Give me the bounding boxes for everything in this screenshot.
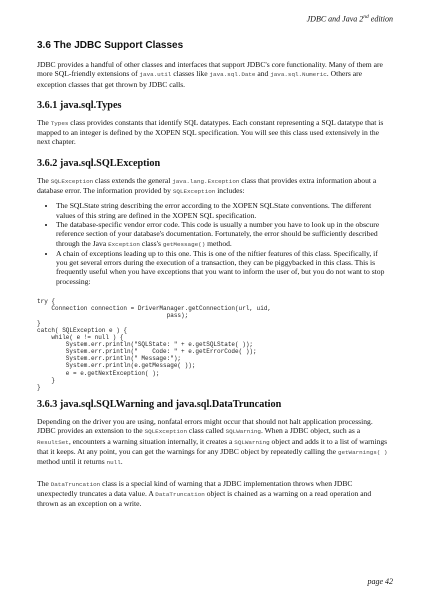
datatruncation-paragraph bbox=[37, 479, 389, 509]
sqlwarning-paragraph bbox=[37, 417, 389, 467]
header-title: JDBC and Java 2 bbox=[306, 14, 364, 24]
text-run: classes like bbox=[171, 69, 210, 79]
text-run: and bbox=[255, 69, 271, 79]
text-run: class that provides extra information about a database error. The information provided by bbox=[37, 175, 377, 196]
inline-code: SQLException bbox=[172, 188, 216, 196]
text-run: Depending on the driver you are using, nonfatal errors might occur that should not halt application processing. JDBC provides an extension to the bbox=[37, 417, 373, 436]
inline-code: java.sql.Numeric bbox=[270, 71, 327, 79]
inline-code: SQLWarning bbox=[225, 428, 261, 436]
text-run: class extends the general bbox=[93, 175, 173, 185]
inline-code: Types bbox=[50, 119, 69, 127]
bullet-item bbox=[56, 220, 389, 249]
sqlexception-paragraph bbox=[37, 176, 389, 197]
text-run: . bbox=[120, 457, 123, 467]
inline-code: java.util bbox=[139, 71, 172, 79]
text-run: includes: bbox=[215, 186, 245, 196]
sqlexception-heading: 3.6.2 java.sql.SQLException bbox=[37, 157, 161, 169]
inline-code: java.sql.Date bbox=[209, 71, 256, 79]
section-heading: 3.6 The JDBC Support Classes bbox=[37, 40, 184, 51]
header-title-superscript: nd bbox=[363, 14, 369, 20]
text-run: The SQLState string describing the error according to the XOPEN SQLState conventions. The different values of this string are defined in the XOPEN SQL specification. bbox=[56, 201, 372, 220]
text-run: method. bbox=[205, 238, 232, 248]
inline-code: DataTruncation bbox=[50, 480, 101, 488]
text-run: method until it returns bbox=[37, 457, 107, 467]
running-header bbox=[307, 14, 393, 24]
inline-code: SQLException bbox=[144, 428, 187, 436]
types-paragraph bbox=[37, 118, 389, 147]
inline-code: ResultSet bbox=[37, 438, 69, 446]
text-run: object is chained as a warning on a read operation and thrown as an exception on a write. bbox=[37, 488, 372, 509]
text-run: class is a special kind of warning that a JDBC implementation throws when JDBC unexpectedly truncates a data value. A bbox=[37, 478, 353, 498]
sqlexception-bullet-list bbox=[37, 201, 389, 286]
text-run: The bbox=[37, 175, 51, 185]
text-run: class called bbox=[187, 426, 226, 436]
inline-code: getWarnings( ) bbox=[337, 448, 388, 456]
inline-code: getMessage() bbox=[162, 240, 206, 248]
text-run: object and adds it to a list of warnings that it keeps. At any point, you can get the warnings for any JDBC object by repeatedly calling the bbox=[37, 436, 388, 456]
inline-code: null bbox=[106, 459, 121, 467]
text-run: class's bbox=[139, 238, 163, 248]
bullet-item bbox=[56, 249, 389, 286]
code-listing: try { Connection connection = DriverManager.getConnection(url, uid, pass); } catch( SQLException e ) { while( e != null ) { System.err.println("SQLState: " + e.getSQLState( )); System.err.println(" Code: " + e.getErrorCode( )); System.err.println(" Message:"); System.err.println(e.getMessage( )); e = e.getNextException( ); } } bbox=[37, 298, 272, 391]
page-number: page 42 bbox=[367, 577, 393, 586]
inline-code: SQLWarning bbox=[234, 438, 270, 446]
sqlwarning-heading: 3.6.3 java.sql.SQLWarning and java.sql.DataTruncation bbox=[37, 399, 282, 411]
bullet-item bbox=[56, 201, 389, 220]
text-run: The database-specific vendor error code. This code is usually a number you have to look up in the obscure reference section of your database's documentation. Fortunately, the error should be sufficiently described through the Java bbox=[56, 219, 380, 248]
section-intro-paragraph bbox=[37, 60, 389, 89]
types-heading: 3.6.1 java.sql.Types bbox=[37, 99, 122, 111]
header-title-suffix: edition bbox=[368, 14, 393, 24]
text-run: The bbox=[37, 117, 51, 127]
text-run: JDBC provides a handful of other classes and interfaces that support JDBC's core functionality. Many of them are more SQL-friendly extensions of bbox=[37, 60, 383, 79]
text-run: class provides constants that identify SQL datatypes. Each constant representing a SQL datatype that is mapped to an integer is defined by the XOPEN SQL specification. You will see this class used extensively in the next chapter. bbox=[37, 117, 384, 147]
text-run: A chain of exceptions leading up to this one. This is one of the niftier features of this class. Specifically, if you get several errors during the execution of a transaction, they can be piggybacked in this class. This is frequently useful when you have exceptions that you want to inform the user of, but you do not want to stop processing: bbox=[56, 248, 385, 286]
inline-code: Exception bbox=[108, 240, 140, 248]
text-run: The bbox=[37, 478, 51, 488]
page-content bbox=[37, 40, 389, 519]
inline-code: DataTruncation bbox=[155, 490, 205, 498]
inline-code: SQLException bbox=[50, 177, 94, 185]
inline-code: java.lang.Exception bbox=[172, 177, 240, 185]
text-run: , encounters a warning situation internally, it creates a bbox=[68, 436, 235, 446]
text-run: . When a JDBC object, such as a bbox=[260, 426, 361, 436]
text-run: . Others are exception classes that get thrown by JDBC calls. bbox=[37, 69, 363, 89]
